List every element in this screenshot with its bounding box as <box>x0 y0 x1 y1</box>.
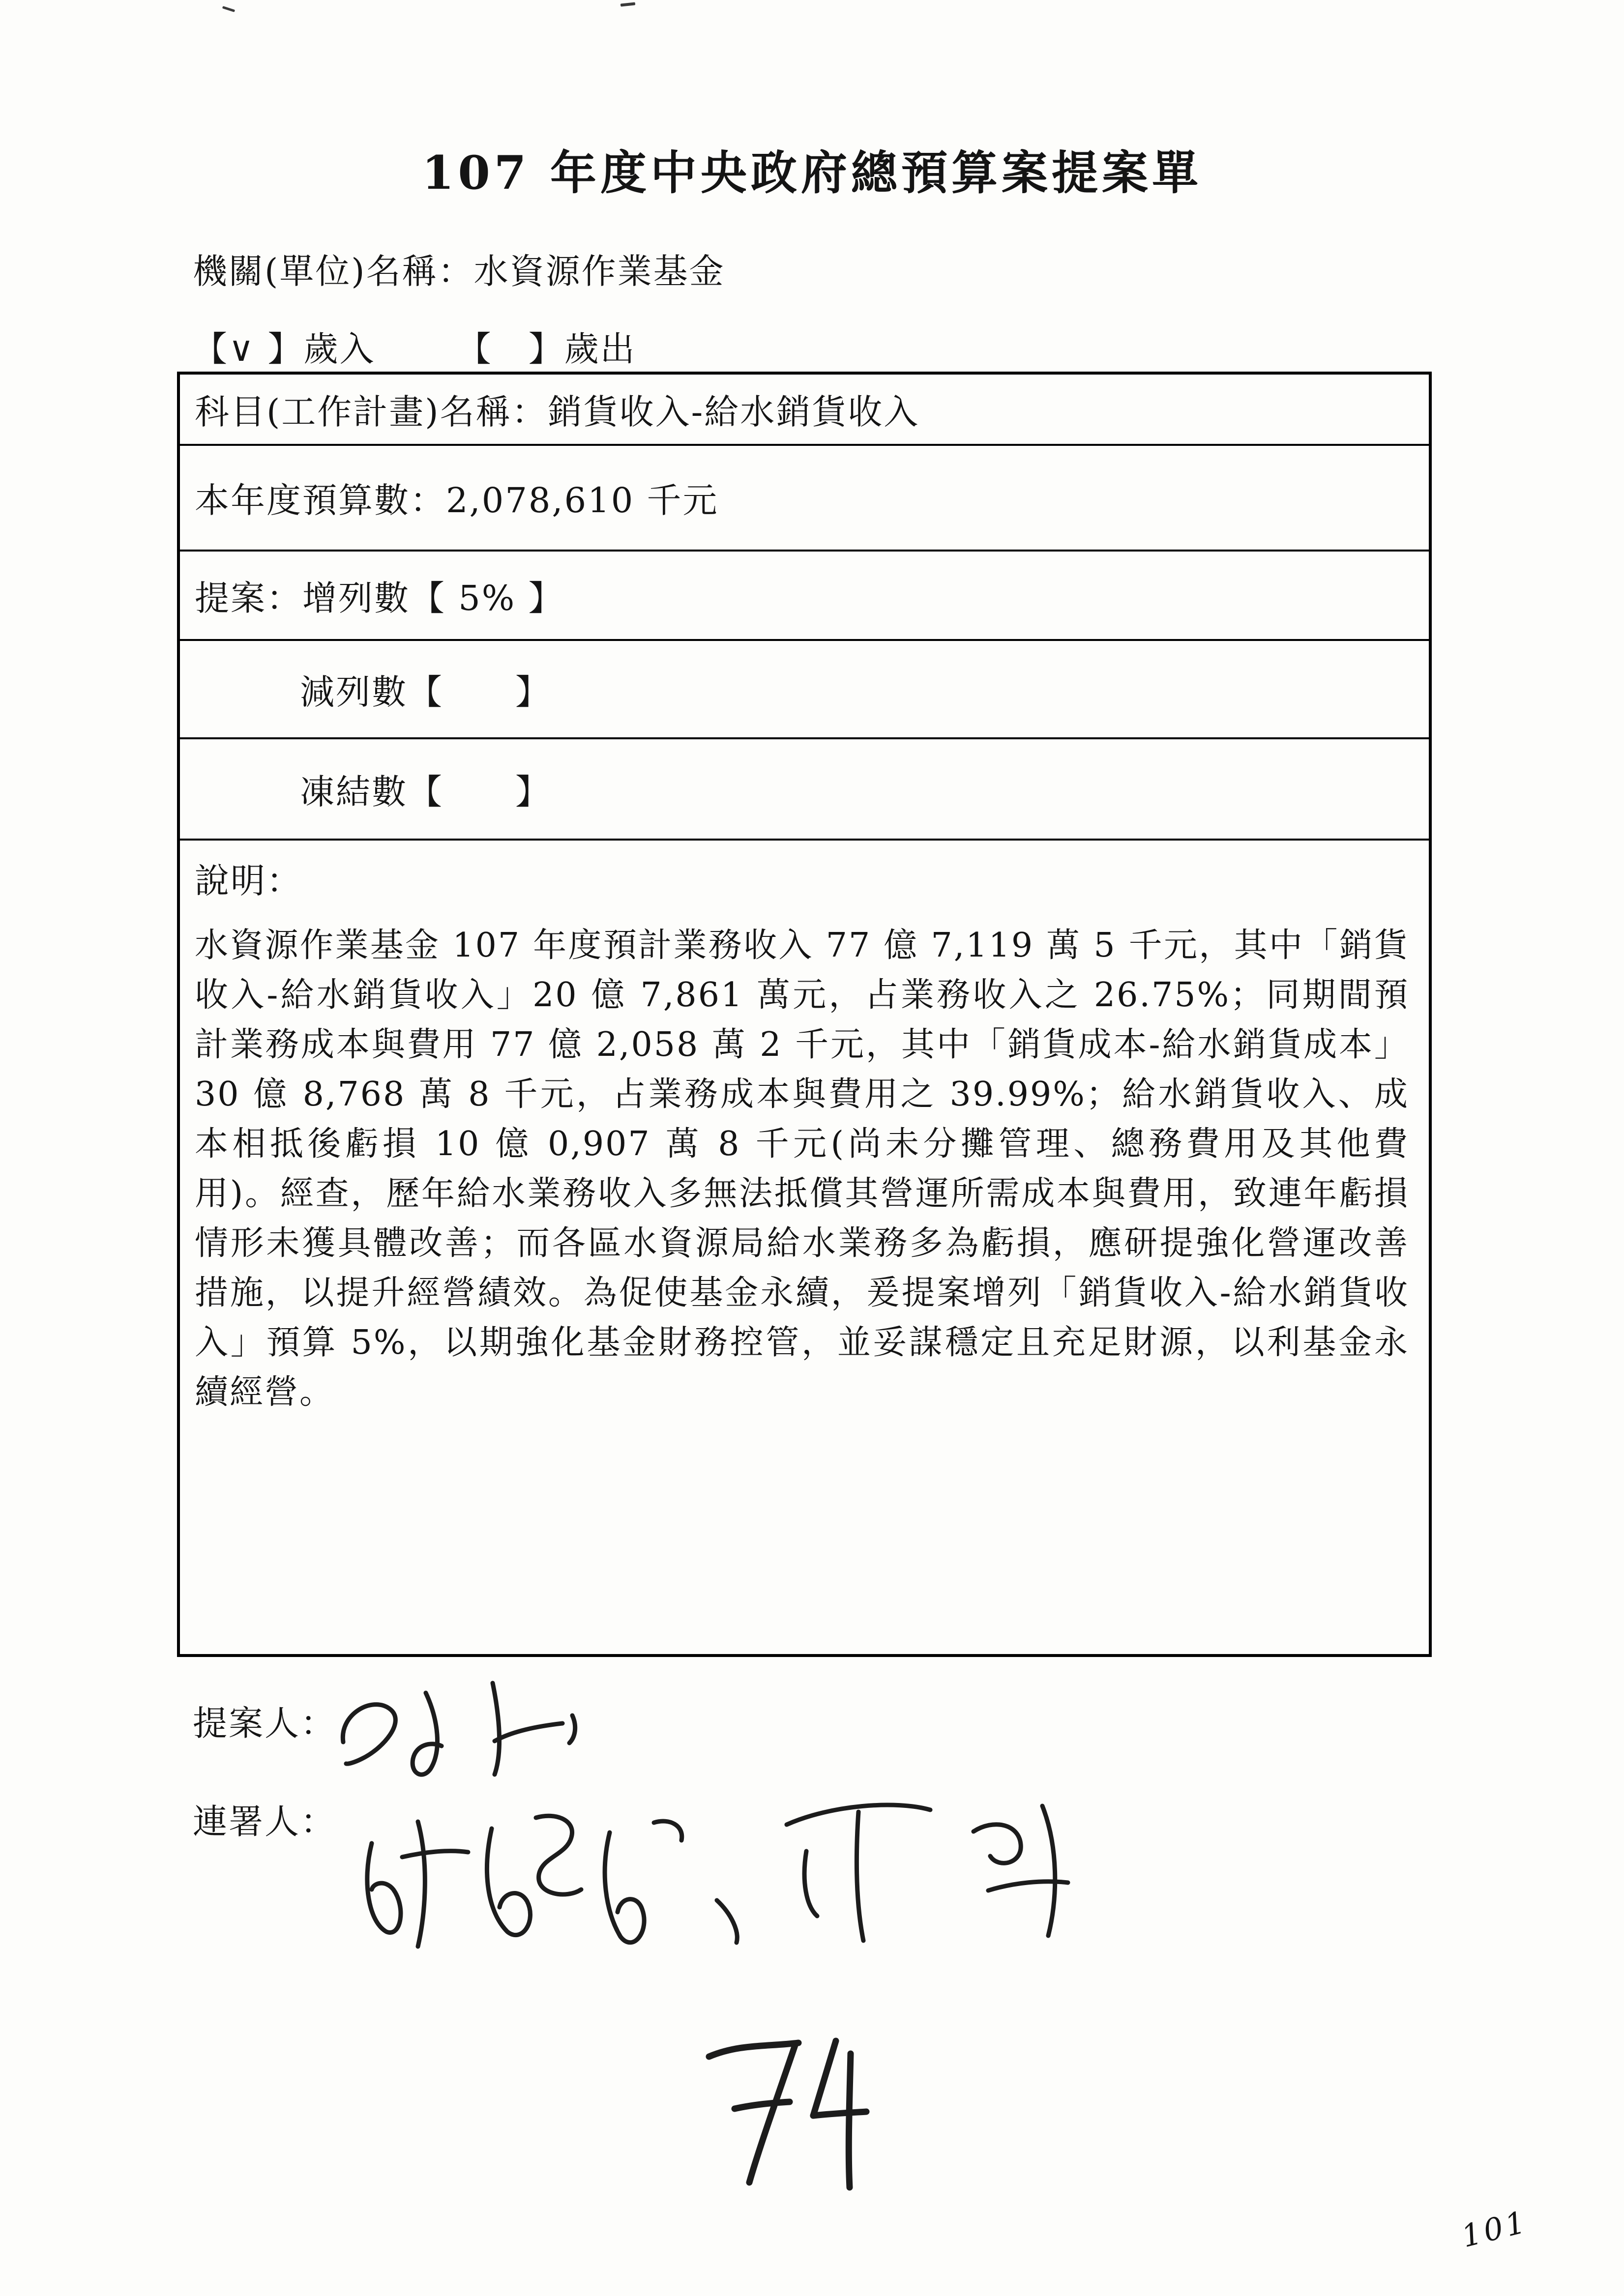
page-number-handwritten: 101 <box>1458 2203 1532 2255</box>
proposer-label: 提案人： <box>193 1703 336 1744</box>
agency-name-line: 機關(單位)名稱：水資源作業基金 <box>193 251 725 291</box>
form-row-subject: 科目(工作計畫)名稱：銷貨收入-給水銷貨收入 <box>195 392 920 432</box>
form-row-proposal-increase: 提案：增列數【 5% 】 <box>180 550 1429 639</box>
comma-stroke <box>702 1890 761 1949</box>
form-row-proposal-freeze: 凍結數【 】 <box>180 737 1429 839</box>
scan-artifact <box>222 6 235 12</box>
explanation-label: 說明： <box>195 861 302 901</box>
revenue-checkbox: 【∨ 】歲入 <box>193 329 376 369</box>
form-row-explanation <box>180 839 1429 1654</box>
cosigner-label: 連署人： <box>193 1802 336 1842</box>
form-row-current-budget: 本年度預算數：2,078,610 千元 <box>180 444 1429 550</box>
proposal-form-table <box>177 372 1432 1657</box>
proposer-signature <box>325 1667 610 1790</box>
explanation-text: 水資源作業基金 107 年度預計業務收入 77 億 7,119 萬 5 千元，其中「銷貨收入-給水銷貨收入」20 億 7,861 萬元，占業務收入之 26.75%；同期間預計業務成本與費用 77 億 2,058 萬 2 千元，其中「銷貨成本-給水銷貨成本」30 億 8,768 萬 8 千元，占業務成本與費用之 39.99%；給水銷貨收入、成本相抵後虧損 10 億 0,907 萬 8 千元(尚未分攤管理、總務費用及其他費用)。經查，歷年給水業務收入多無法抵償其營運所需成本與費用，致連年虧損情形未獲具體改善；而各區水資源局給水業務多為虧損，應研提強化營運改善措施，以提升經營績效。為促使基金永續，爰提案增列「銷貨收入-給水銷貨收入」預算 5%，以期強化基金財務控管，並妥謀穩定且充足財源，以利基金永續經營。 <box>195 926 1409 1412</box>
cosigner-signature-1 <box>344 1783 698 1965</box>
category-check-line <box>193 321 636 371</box>
handwritten-number-74 <box>692 2019 884 2196</box>
expenditure-checkbox: 【 】歲出 <box>456 329 636 369</box>
document-title: 107 年度中央政府總預算案提案單 <box>422 146 1202 200</box>
form-row-proposal-decrease: 減列數【 】 <box>180 639 1429 737</box>
cosigner-signature-2 <box>767 1777 1092 1959</box>
scan-artifact <box>620 2 635 6</box>
